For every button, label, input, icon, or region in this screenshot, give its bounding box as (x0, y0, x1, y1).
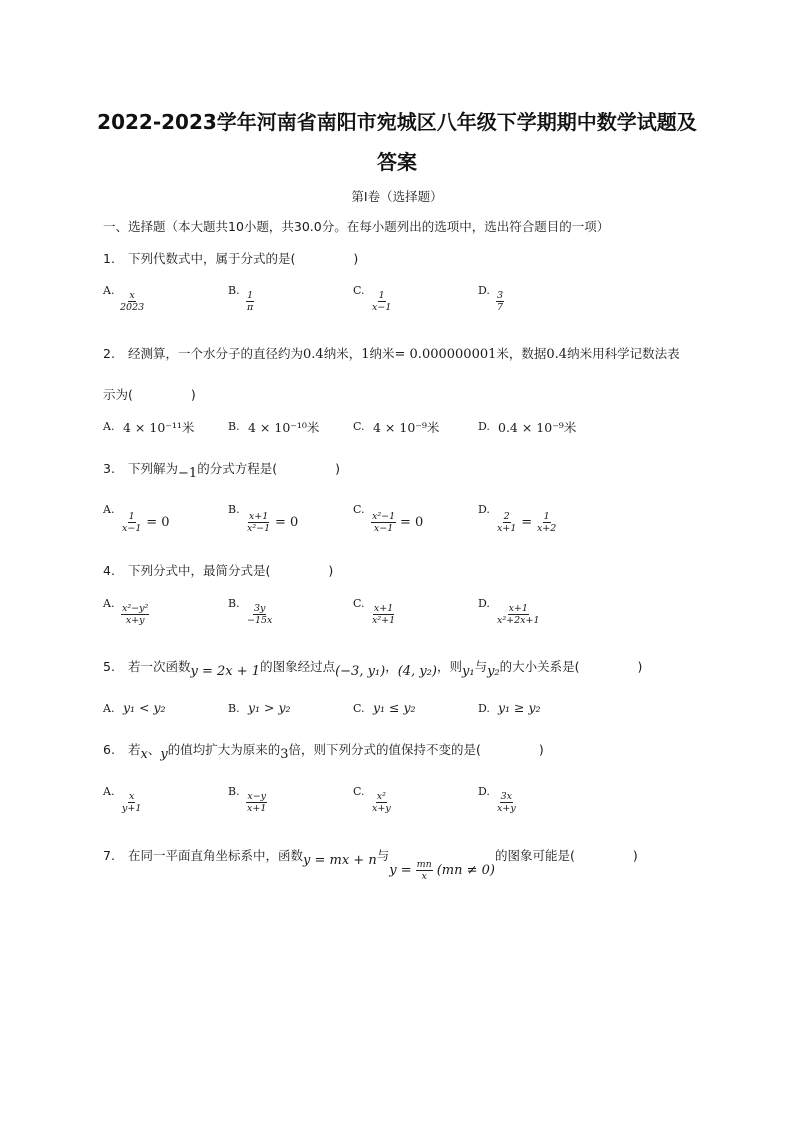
question-number: 4. (103, 563, 115, 578)
option-label: C. (353, 702, 365, 715)
question-text: 的大小关系是( (499, 659, 580, 674)
option-label: D. (478, 702, 490, 715)
question-text: 的图象可能是( (495, 848, 575, 863)
fraction: $\frac{3x}{x+y}$ (497, 791, 516, 814)
question-close: ) (632, 848, 638, 863)
question-text: 的图象经过点 (260, 659, 336, 674)
question-text: ，则 (436, 659, 462, 674)
option-label: C. (353, 284, 365, 297)
question-1 (103, 249, 358, 267)
option-label: B. (228, 702, 240, 715)
question-close: ) (637, 659, 643, 674)
question-close: ) (328, 563, 334, 578)
option-value: y₁ < y₂ (123, 700, 166, 715)
option-label: B. (228, 785, 240, 798)
option-label: D. (478, 597, 490, 610)
math-point: (−3, y₁) (335, 664, 386, 679)
question-close: ) (353, 251, 359, 266)
fraction: $\frac{x+1}{\text{x²+2x+1}}$ (497, 603, 540, 626)
question-number: 5. (103, 659, 115, 674)
math-point: (4, y₂) (397, 664, 437, 679)
fraction: $\frac{x-y}{x+1}$ (247, 791, 267, 814)
question-number: 3. (103, 461, 115, 476)
math-variable: y₂ (487, 664, 500, 679)
question-4 (103, 561, 333, 579)
fraction: $\frac{x+1}{\text{x²−1}}$ (247, 511, 271, 534)
option-label: C. (353, 503, 365, 516)
math-function: y = 2x + 1 (190, 664, 261, 679)
question-text: 经测算，一个水分子的直径约为 (128, 346, 304, 361)
math-value: 1 (361, 347, 370, 362)
option-label: B. (228, 503, 240, 516)
option-label: D. (478, 420, 490, 433)
math-value: 3 (280, 747, 289, 762)
question-text: 纳米用科学记数法表 (567, 346, 680, 361)
math-variable: y₁ (462, 664, 475, 679)
fraction: $\frac{x}{2023}$ (120, 290, 145, 313)
math-value: 0.4 (546, 347, 568, 362)
option-label: C. (353, 420, 365, 433)
option-label: C. (353, 785, 365, 798)
fraction: $\frac{\text{x²−y²}}{x+y}$ (122, 603, 149, 626)
section-heading: 一、选择题（本大题共10小题，共30.0分。在每小题列出的选项中，选出符合题目的一项） (103, 219, 610, 234)
question-text: 下列解为 (128, 461, 179, 476)
question-7 (103, 845, 638, 882)
document-title-line2: 答案 (377, 150, 417, 174)
option-value: 4 × 10⁻¹¹米 (123, 420, 195, 435)
question-2 (103, 344, 680, 362)
equation-tail: = 0 (275, 515, 299, 530)
question-3 (103, 459, 340, 481)
math-variable: y (160, 747, 168, 762)
option-label: A. (103, 785, 115, 798)
question-close: ) (538, 742, 544, 757)
math-value: −1 (178, 466, 198, 481)
equation-tail: = 0 (400, 515, 424, 530)
option-label: B. (228, 597, 240, 610)
math-function: y = mx + n (303, 853, 377, 868)
question-6 (103, 740, 544, 762)
question-5 (103, 657, 643, 679)
fraction: $\frac{1}{x+2}$ (536, 511, 557, 534)
fraction: $\frac{1}{\pi}$ (247, 290, 254, 313)
math-value: 0.4 (303, 347, 324, 362)
fraction: $\frac{x+1}{\text{x²+1}}$ (372, 603, 396, 626)
fraction: $\frac{2}{x+1}$ (497, 511, 517, 534)
option-value: y₁ ≥ y₂ (498, 700, 541, 715)
fraction: $\frac{3y}{-15x}$ (247, 603, 273, 626)
question-text: 米，数据 (496, 346, 547, 361)
fraction: $\frac{3}{7}$ (497, 290, 504, 313)
option-label: A. (103, 420, 115, 433)
question-text: 倍，则下列分式的值保持不变的是( (288, 742, 481, 757)
question-text: 与 (474, 659, 488, 674)
fraction: $\frac{x}{y+1}$ (122, 791, 142, 814)
question-number: 1. (103, 251, 115, 266)
option-label: A. (103, 597, 115, 610)
question-text: 下列代数式中，属于分式的是( (128, 251, 296, 266)
question-text: 若一次函数 (128, 659, 191, 674)
option-label: D. (478, 503, 490, 516)
option-value: 4 × 10⁻¹⁰米 (248, 420, 320, 435)
question-text: 下列分式中，最简分式是( (128, 563, 271, 578)
question-text: 纳米 (369, 346, 395, 361)
separator: 、 (147, 742, 161, 757)
volume-subtitle: 第I卷（选择题） (351, 189, 443, 204)
option-value: y₁ > y₂ (248, 700, 291, 715)
question-2-line2 (103, 385, 196, 403)
option-value: y₁ ≤ y₂ (373, 700, 416, 715)
fraction: $\frac{\text{x²−1}}{x-1}$ (372, 511, 396, 534)
question-text: 与 (376, 848, 390, 863)
question-text: 若 (128, 742, 141, 757)
option-value: 0.4 × 10⁻⁹米 (498, 420, 577, 435)
option-value: 4 × 10⁻⁹米 (373, 420, 440, 435)
math-value: = 0.000000001 (394, 347, 497, 362)
equation-tail: = (521, 515, 533, 530)
option-label: B. (228, 420, 240, 433)
option-label: D. (478, 284, 490, 297)
option-label: A. (103, 284, 115, 297)
question-number: 2. (103, 346, 115, 361)
fraction: $\frac{\text{x²}}{x+y}$ (372, 791, 391, 814)
question-number: 6. (103, 742, 115, 757)
question-close: ) (335, 461, 340, 476)
option-label: A. (103, 702, 115, 715)
fraction: $\frac{1}{x-1}$ (372, 290, 392, 313)
document-title-line1: 2022-2023学年河南省南阳市宛城区八年级下学期期中数学试题及 (97, 110, 697, 134)
question-text: 示为( (103, 387, 133, 402)
math-function-2: y = $\frac{mn}{x}$ (mn ≠ 0) (389, 859, 495, 882)
question-text: 的分式方程是( (197, 461, 278, 476)
separator: ， (385, 659, 398, 674)
question-text: 在同一平面直角坐标系中，函数 (128, 848, 304, 863)
fraction: $\frac{1}{x-1}$ (122, 511, 142, 534)
question-close: ) (190, 387, 196, 402)
question-text: 的值均扩大为原来的 (167, 742, 281, 757)
option-label: C. (353, 597, 365, 610)
equation-tail: = 0 (146, 515, 170, 530)
math-variable: x (140, 747, 148, 762)
option-label: A. (103, 503, 115, 516)
option-label: D. (478, 785, 490, 798)
option-label: B. (228, 284, 240, 297)
question-text: 纳米， (323, 346, 362, 361)
question-number: 7. (103, 848, 115, 863)
